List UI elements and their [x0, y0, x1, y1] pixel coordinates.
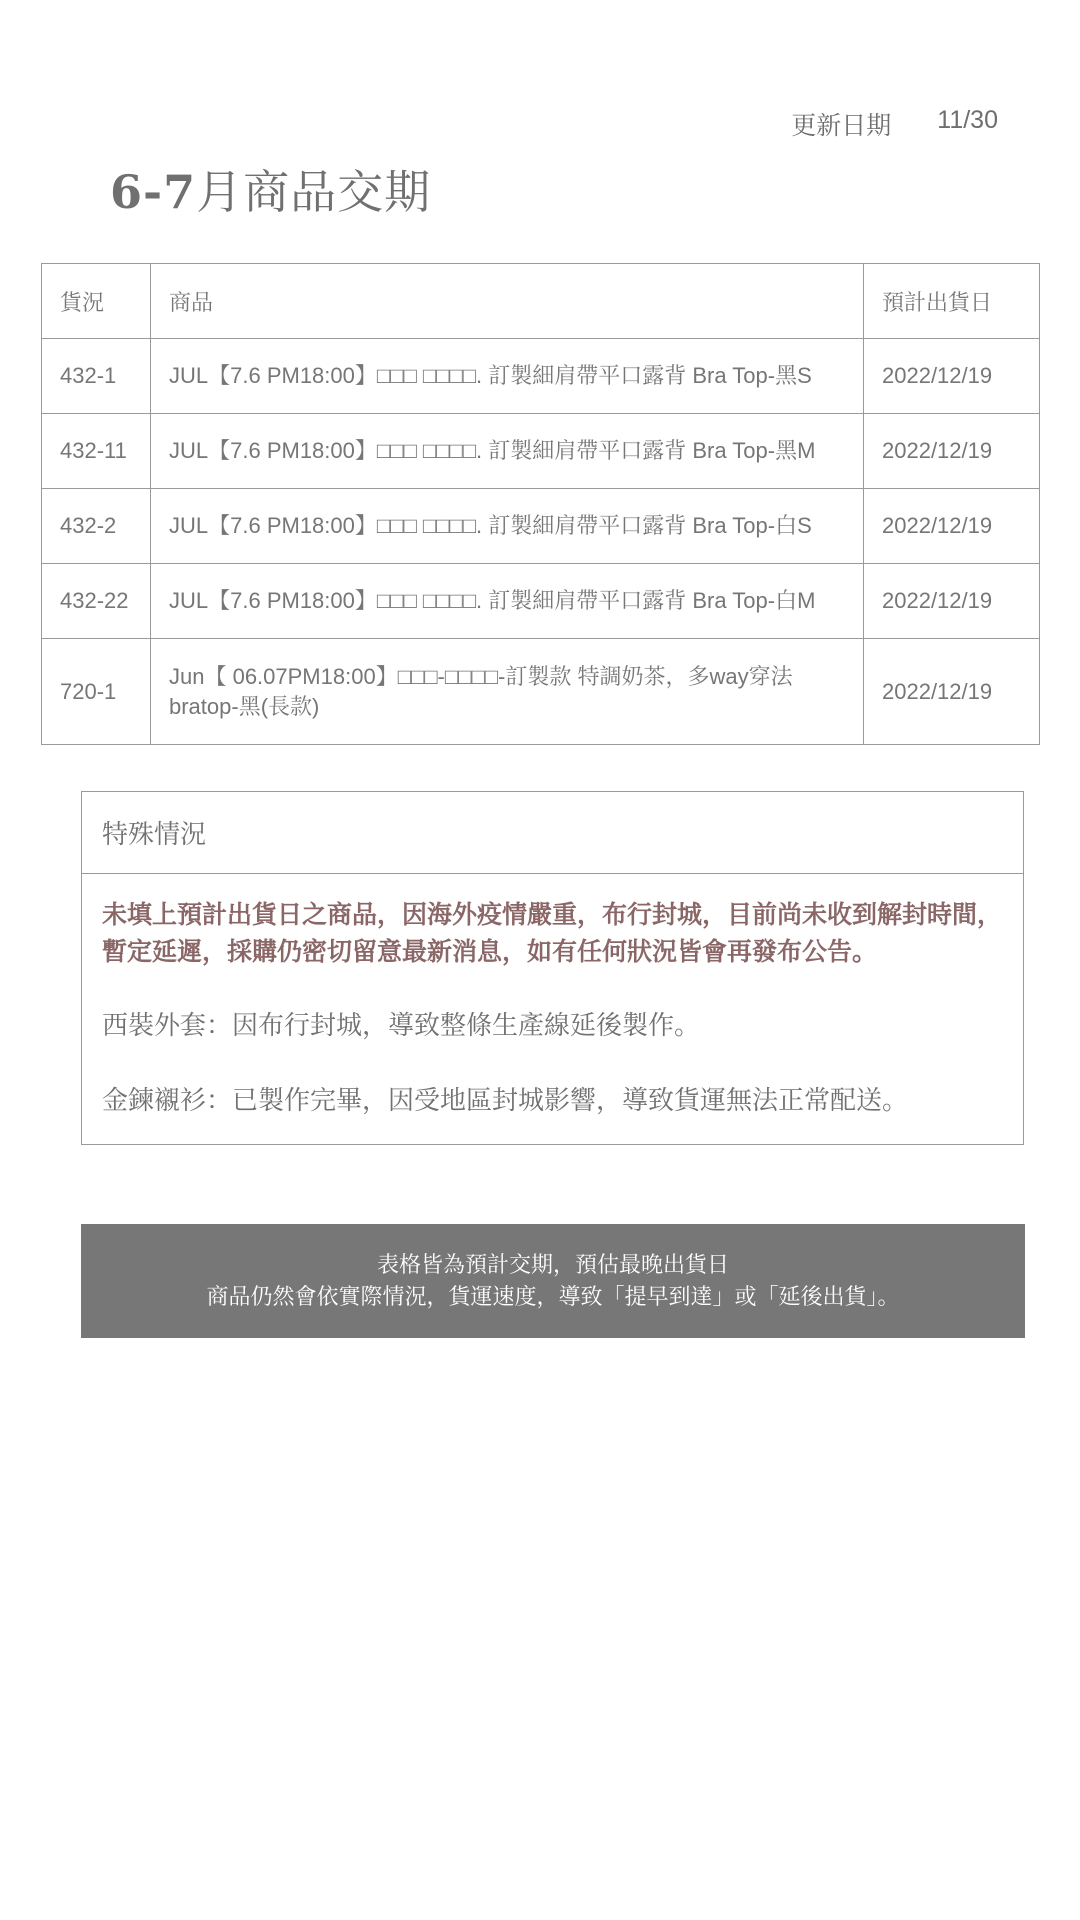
row-product: Jun【 06.07PM18:00】□□□-□□□□-訂製款 特調奶茶，多way穿法 bratop-黑(長款): [151, 639, 864, 745]
update-date: 11/30: [937, 106, 998, 134]
row-product: JUL【7.6 PM18:00】□□□ □□□□. 訂製細肩帶平口露背 Bra Top-黑M: [151, 414, 864, 489]
special-item-note: 金鍊襯衫：已製作完畢，因受地區封城影響，導致貨運無法正常配送。: [102, 1085, 909, 1115]
row-date: 2022/12/19: [864, 489, 1040, 564]
table-row: [42, 339, 1040, 414]
special-heading: 特殊情況: [82, 792, 1023, 874]
header-ship-date: 預計出貨日: [864, 264, 1040, 339]
banner-line-1: 表格皆為預計交期，預估最晚出貨日: [376, 1252, 729, 1277]
table-header-row: [42, 264, 1040, 339]
row-code: 432-1: [42, 339, 151, 414]
delay-notice: 未填上預計出貨日之商品，因海外疫情嚴重，布行封城，目前尚未收到解封時間，暫定延遲，採購仍密切留意最新消息，如有任何狀況皆會再發布公告。: [102, 901, 1003, 966]
row-date: 2022/12/19: [864, 564, 1040, 639]
row-date: 2022/12/19: [864, 414, 1040, 489]
row-product: JUL【7.6 PM18:00】□□□ □□□□. 訂製細肩帶平口露背 Bra Top-白M: [151, 564, 864, 639]
page-title: [110, 156, 431, 222]
update-info: [791, 106, 998, 142]
special-item-note: 西裝外套：因布行封城，導致整條生產線延後製作。: [102, 1010, 701, 1040]
row-date: 2022/12/19: [864, 339, 1040, 414]
header-status: 貨況: [42, 264, 151, 339]
page-title-months: 6-7: [110, 165, 197, 219]
special-situation-box: [81, 791, 1024, 1145]
row-code: 720-1: [42, 639, 151, 745]
table-row: [42, 564, 1040, 639]
special-body: [82, 874, 1023, 1144]
table-row: [42, 414, 1040, 489]
disclaimer-banner: [81, 1224, 1025, 1338]
delivery-table: [41, 263, 1040, 745]
row-code: 432-22: [42, 564, 151, 639]
row-code: 432-2: [42, 489, 151, 564]
table-row: [42, 489, 1040, 564]
row-date: 2022/12/19: [864, 639, 1040, 745]
update-label: 更新日期: [791, 112, 892, 140]
banner-line-2: 商品仍然會依實際情況，貨運速度，導致「提早到達」或「延後出貨」。: [206, 1284, 900, 1309]
table-row: [42, 639, 1040, 745]
row-product: JUL【7.6 PM18:00】□□□ □□□□. 訂製細肩帶平口露背 Bra Top-黑S: [151, 339, 864, 414]
header-product: 商品: [151, 264, 864, 339]
row-product: JUL【7.6 PM18:00】□□□ □□□□. 訂製細肩帶平口露背 Bra Top-白S: [151, 489, 864, 564]
page-title-text: 月商品交期: [196, 165, 432, 219]
row-code: 432-11: [42, 414, 151, 489]
